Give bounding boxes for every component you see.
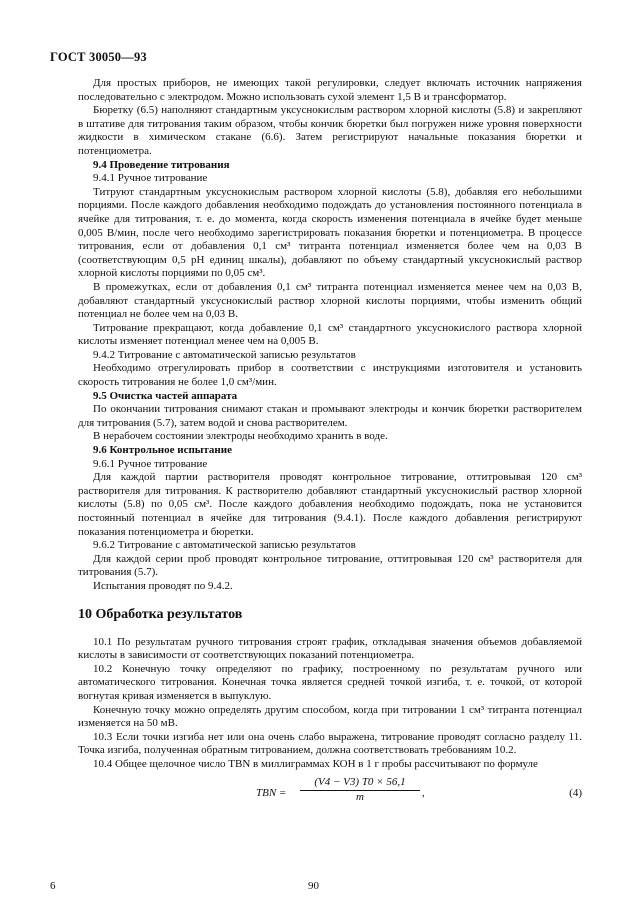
formula-numerator: (V4 − V3) T0 × 56,1 [300, 776, 420, 792]
subsection-title: 9.4.2 Титрование с автоматической записью результатов [93, 348, 356, 361]
paragraph: Титруют стандартным уксуснокислым раствором хлорной кислоты (5.8), добавляя его небольшими порциями. После каждого добавления необходимо подождать до установления постоянного потенциала в ячейке для титрования, т. е. до момента, когда скорость изменения потенциала в ячейке будет меньше 0,005 В/мин, после чего необходимо зарегистрировать показания бюретки и потенциометра. В процессе титрования, если от добавления 0,1 см³ титранта потенциал изменяется более чем на 0,03 В (соответствующим 0,5 pH единиц шкалы), добавляют по объему стандартный уксуснокислый раствор хлорной кислоты порциями по 0,05 см³. [78, 185, 582, 280]
paragraph: Для простых приборов, не имеющих такой регулировки, следует включать источник напряжения последовательно с электродом. Можно использовать сухой элемент 1,5 В и трансформатор. [78, 77, 582, 103]
paragraph: Конечную точку можно определять другим способом, когда при титровании 1 см³ титранта потенциал изменяется на 50 мВ. [78, 703, 582, 730]
subsection-heading: 9.5 Очистка частей аппарата [93, 389, 238, 402]
subsection-title: 9.6.1 Ручное титрование [93, 457, 208, 470]
paragraph: Бюретку (6.5) наполняют стандартным уксуснокислым раствором хлорной кислоты (5.8) и закрепляют в штативе для титрования таким образом, чтобы кончик бюретки был погружен ниже уровня поверхности жидкости в химическом стакане (6.6). Затем регистрируют начальные показания бюретки и потенциометра. [78, 104, 582, 157]
page-number-center: 90 [308, 880, 319, 892]
paragraph: По окончании титрования снимают стакан и промывают электроды и кончик бюретки растворителем для титрования (5.7), затем водой и снова растворителем. [78, 403, 582, 429]
paragraph: В промежутках, если от добавления 0,1 см³ титранта потенциал изменяется менее чем на 0,03 В, добавляют стандартный уксуснокислый раствор хлорной кислоты порциями, чтобы изменить общий потенциал не более чем на 0,03 В. [78, 280, 582, 321]
paragraph: Необходимо отрегулировать прибор в соответствии с инструкциями изготовителя и установить скорость титрования не более 1,0 см³/мин. [78, 362, 582, 389]
subsection-heading: 9.4 Проведение титрования [93, 158, 230, 171]
paragraph: Для каждой партии растворителя проводят контрольное титрование, оттитровывая 120 см³ растворителя для титрования. К растворителю добавляют стандартный уксуснокислый раствор хлорной кислоты (5.8) по 0,05 см³. После каждого добавления необходимо подождать, пока не установится постоянный потенциал в ячейке для титрования (9.4.1). После каждого добавления регистрируют показания потенциометра и бюретки. [78, 471, 582, 538]
section-heading: 10 Обработка результатов [78, 606, 243, 622]
subsection-title: 9.4.1 Ручное титрование [93, 172, 208, 185]
subsection-title: 9.6.2 Титрование с автоматической записью результатов [93, 539, 356, 552]
formula-number: (4) [569, 786, 582, 799]
paragraph: 10.1 По результатам ручного титрования строят график, откладывая значения объемов добавляемой кислоты в зависимости от соответствующих показаний потенциометра. [78, 635, 582, 662]
page-number-left: 6 [50, 880, 56, 892]
paragraph: Для каждой серии проб проводят контрольное титрование, оттитровывая 120 см³ растворителя для титрования (5.7). [78, 552, 582, 579]
paragraph: Испытания проводят по 9.4.2. [93, 579, 233, 592]
formula-comma: , [422, 786, 425, 799]
document-header: ГОСТ 30050—93 [50, 50, 147, 64]
paragraph: 10.2 Конечную точку определяют по графику, построенному по результатам ручного или автоматического титрования. Конечная точка является средней точкой изгиба, т. е. точкой, от которой вогнутая кривая изменяется в выпуклую. [78, 662, 582, 702]
page-body [78, 77, 582, 812]
formula [78, 776, 582, 812]
formula-lhs: TBN = [256, 786, 287, 799]
subsection-heading: 9.6 Контрольное испытание [93, 444, 232, 457]
paragraph: 10.3 Если точки изгиба нет или она очень слабо выражена, титрование проводят согласно разделу 11. Точка изгиба, полученная обратным титрованием, должна соответствовать требованиям 10.2. [78, 730, 582, 757]
formula-denominator: m [356, 791, 364, 804]
formula-fraction [300, 776, 420, 805]
paragraph: В нерабочем состоянии электроды необходимо хранить в воде. [93, 430, 388, 443]
paragraph: Титрование прекращают, когда добавление 0,1 см³ стандартного уксуснокислого раствора хлорной кислоты изменяет потенциал менее чем на 0,005 В. [78, 321, 582, 348]
paragraph: 10.4 Общее щелочное число TBN в миллиграммах КОН в 1 г пробы рассчитывают по формуле [93, 757, 538, 770]
